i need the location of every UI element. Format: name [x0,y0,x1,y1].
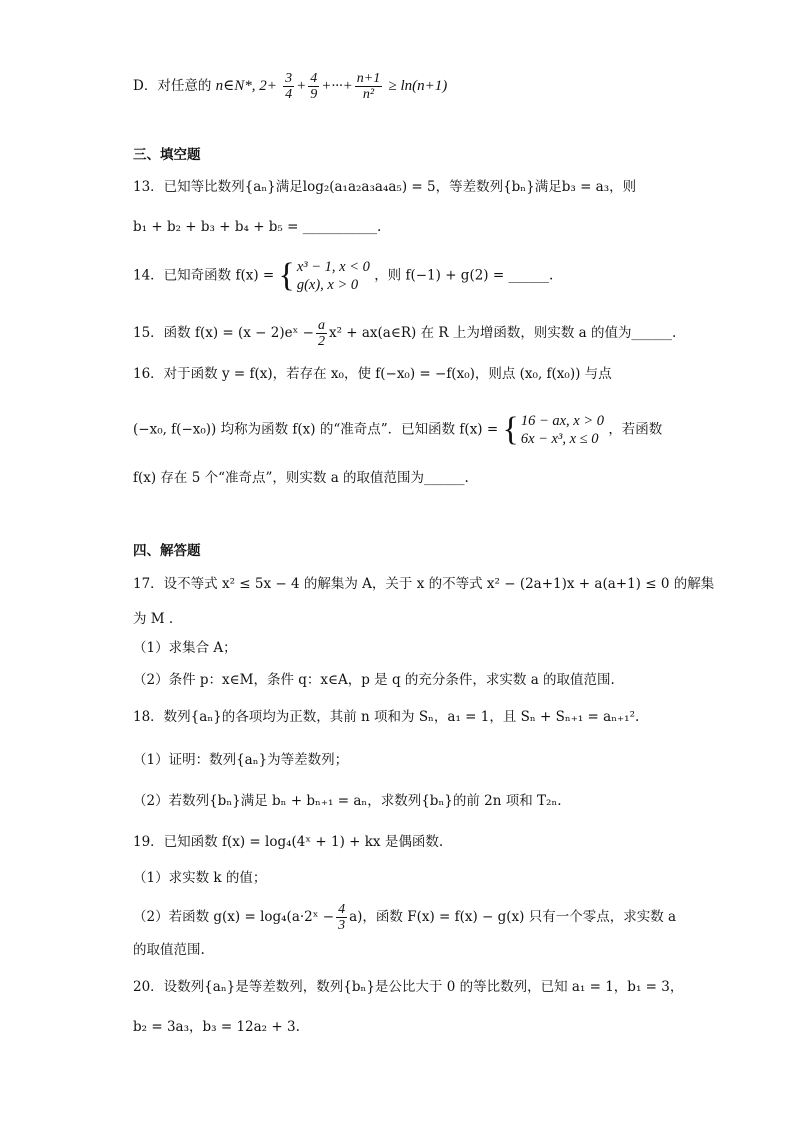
frac-denominator: 9 [310,87,318,102]
question-14-piecewise [279,258,370,294]
frac-denominator: 2 [317,334,325,349]
question-14-prefix: 14．已知奇函数 f(x) = [133,267,275,284]
question-18-sub1: （1）证明：数列{aₙ}为等差数列； [133,752,349,768]
question-20-line1: 20．设数列{aₙ}是等差数列，数列{bₙ}是公比大于 0 的等比数列，已知 a₁ = 1，b₁ = 3， [133,979,684,995]
question-15-frac [316,318,327,349]
option-d: D．对任意的 n∈N*, 2+ $\frac{3}{4}$ + $\frac{4}{9}$ +···+ $\frac{n+1}{\text{n²}}$ ≥ ln(n+1) [133,71,448,102]
question-16-line1: 16．对于函数 y = f(x)，若存在 x₀，使 f(−x₀) = −f(x₀)，则点 (x₀, f(x₀)) 与点 [133,366,612,382]
piecewise-case-1: x³ − 1, x < 0 [296,259,370,275]
frac-numerator: 4 [310,71,318,86]
frac-numerator: n+1 [356,71,381,86]
question-19-sub2-suffix: a)，函数 F(x) = f(x) − g(x) 只有一个零点，求实数 a [349,909,677,925]
question-18-sub2: （2）若数列{bₙ}满足 bₙ + bₙ₊₁ = aₙ，求数列{bₙ}的前 2n 项和 T₂ₙ. [133,793,562,809]
question-15 [133,318,676,349]
left-brace-icon: { [278,257,295,294]
question-16-line2-suffix: ，若函数 [608,421,663,438]
question-19-frac [336,902,347,933]
question-19-sub1: （1）求实数 k 的值； [133,870,267,886]
option-d-math-prefix: n∈N*, 2+ [215,78,277,94]
question-14-suffix: ，则 f(−1) + g(2) = ______. [374,267,554,284]
question-15-suffix: x² + ax(a∈R) 在 R 上为增函数，则实数 a 的值为______. [328,325,677,341]
question-15-prefix: 15．函数 f(x) = (x − 2)eˣ − [133,325,314,341]
question-16-line2-prefix: (−x₀, f(−x₀)) 均称为函数 f(x) 的“准奇点”．已知函数 f(x) = [133,421,499,438]
question-16-line2 [133,412,662,448]
option-d-math-suffix: ≥ ln(n+1) [388,78,448,94]
question-17-line2: 为 M . [133,611,174,627]
question-19-sub2-line2: 的取值范围. [133,942,205,958]
frac-numerator: a [317,318,325,333]
question-13-line2: b₁ + b₂ + b₃ + b₄ + b₅ = ___________. [133,219,382,235]
question-14 [133,258,553,294]
option-d-dots: +···+ [321,78,353,94]
question-13-line1: 13．已知等比数列{aₙ}满足log₂(a₁a₂a₃a₄a₅) = 5，等差数列{bₙ}满足b₃ = a₃，则 [133,179,637,195]
option-d-label: D．对任意的 [133,78,212,94]
option-d-frac3 [355,71,382,102]
question-17-sub2: （2）条件 p：x∈M，条件 q：x∈A，p 是 q 的充分条件，求实数 a 的取值范围. [133,672,615,688]
question-19-line1: 19．已知函数 f(x) = log₄(4ˣ + 1) + kx 是偶函数. [133,834,444,850]
question-18-line1: 18．数列{aₙ}的各项均为正数，其前 n 项和为 Sₙ，a₁ = 1，且 Sₙ + Sₙ₊₁ = aₙ₊₁². [133,709,640,725]
section-title-fill-blank: 三、填空题 [133,147,201,163]
question-17-sub1: （1）求集合 A； [133,640,237,656]
question-16-piecewise [502,412,604,448]
piecewise-case-2: g(x), x > 0 [296,277,359,293]
piecewise-case-2: 6x − x³, x ≤ 0 [520,431,599,447]
question-20-line2: b₂ = 3a₃，b₃ = 12a₂ + 3. [133,1019,300,1035]
left-brace-icon: { [502,411,519,448]
question-19-sub2-prefix: （2）若函数 g(x) = log₄(a·2ˣ − [133,909,335,925]
section-title-answer: 四、解答题 [133,543,201,559]
question-17-line1: 17．设不等式 x² ≤ 5x − 4 的解集为 A，关于 x 的不等式 x² − (2a+1)x + a(a+1) ≤ 0 的解集 [133,576,715,592]
frac-denominator: 4 [285,87,293,102]
frac-denominator: n² [362,87,375,102]
question-19-sub2 [133,902,676,933]
piecewise-case-1: 16 − ax, x > 0 [520,413,605,429]
option-d-frac1 [283,71,294,102]
frac-numerator: 3 [285,71,293,86]
frac-denominator: 3 [338,918,346,933]
option-d-frac2 [308,71,319,102]
frac-numerator: 4 [338,902,346,917]
question-16-line3: f(x) 存在 5 个“准奇点”，则实数 a 的取值范围为______. [133,470,469,486]
